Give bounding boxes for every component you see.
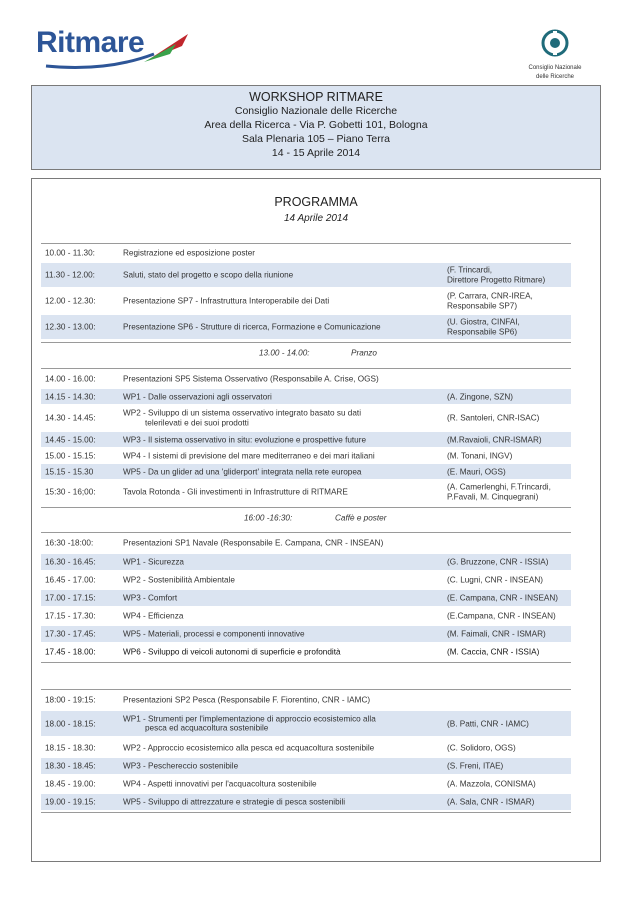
row-time: 18.00 - 18.15: xyxy=(45,719,96,728)
workshop-line-1: Consiglio Nazionale delle Ricerche xyxy=(234,105,398,117)
row-speaker: (E. Campana, CNR - INSEAN) xyxy=(447,593,559,603)
row-time: 15.00 - 15.15: xyxy=(45,451,96,461)
row-desc: WP2 - Approccio ecosistemico alla pesca ed acquacoltura sostenibile xyxy=(123,743,375,753)
table-rule xyxy=(41,532,571,533)
cnr-caption-1: Consiglio Nazionale xyxy=(528,65,582,71)
row-speaker: (M. Caccia, CNR - ISSIA) xyxy=(447,647,540,657)
row-desc: WP1 - Sicurezza xyxy=(123,557,184,567)
row-desc: Tavola Rotonda - Gli investimenti in Infrastrutture di RITMARE xyxy=(123,487,348,497)
row-speaker: (S. Freni, ITAE) xyxy=(447,761,504,771)
workshop-line-3: Sala Plenaria 105 – Piano Terra xyxy=(241,133,391,145)
workshop-line-4: 14 - 15 Aprile 2014 xyxy=(271,147,361,159)
row-speaker: (C. Solidoro, OGS) xyxy=(447,743,516,753)
table-row xyxy=(41,432,571,447)
row-desc: WP3 - Il sistema osservativo in situ: evoluzione e prospettive future xyxy=(123,434,367,444)
table-row xyxy=(41,711,571,736)
row-time: 18.30 - 18.45: xyxy=(45,761,96,771)
table-row xyxy=(41,406,571,430)
row-desc: Presentazioni SP5 Sistema Osservativo (Responsabile A. Crise, OGS) xyxy=(123,374,379,384)
row-speaker: (A. Sala, CNR - ISMAR) xyxy=(447,797,535,807)
table-rule xyxy=(41,662,571,663)
programme-title: PROGRAMMA xyxy=(274,195,358,209)
row-time: 16.45 - 17.00: xyxy=(45,575,96,585)
table-row xyxy=(41,608,571,624)
row-time: 17.15 - 17.30: xyxy=(45,611,96,621)
row-desc: Presentazione SP6 - Strutture di ricerca, Formazione e Comunicazione xyxy=(123,322,381,332)
row-speaker: (U. Giostra, CINFAI, Responsabile SP6) xyxy=(447,317,520,336)
row-desc: WP1 - Dalle osservazioni agli osservatori xyxy=(123,391,272,401)
row-speaker: (F. Trincardi, Direttore Progetto Ritmare) xyxy=(447,265,546,284)
table-row xyxy=(41,535,571,551)
table-row xyxy=(41,449,571,463)
row-desc: WP1 - Strumenti per l'implementazione di approccio ecosistemico alla pesca ed acquacoltura sostenibile xyxy=(123,714,376,733)
row-speaker: (A. Mazzola, CONISMA) xyxy=(447,779,536,789)
row-speaker: (M. Faimali, CNR - ISMAR) xyxy=(447,629,546,639)
row-desc: WP4 - Aspetti innovativi per l'acquacoltura sostenibile xyxy=(123,779,317,789)
cnr-logo xyxy=(520,28,590,88)
table-row xyxy=(41,758,571,774)
row-desc: WP5 - Materiali, processi e componenti innovative xyxy=(123,629,305,639)
row-time: 15.15 - 15.30 xyxy=(45,467,94,476)
lunch-break xyxy=(41,345,571,361)
table-rule xyxy=(41,342,571,343)
row-time: 12.00 - 12.30: xyxy=(45,296,96,306)
row-time: 14.45 - 15.00: xyxy=(45,435,96,444)
table-row xyxy=(41,776,571,792)
table-row xyxy=(41,740,571,756)
row-speaker: (B. Patti, CNR - IAMC) xyxy=(447,718,529,728)
row-desc: WP2 - Sostenibilità Ambientale xyxy=(123,575,235,585)
row-time: 17.45 - 18.00: xyxy=(45,647,96,657)
row-time: 16:30 -18:00: xyxy=(45,538,94,548)
table-row xyxy=(41,371,571,387)
row-desc: Presentazione SP7 - Infrastruttura Interoperabile dei Dati xyxy=(123,296,330,306)
row-desc: WP6 - Sviluppo di veicoli autonomi di superficie e profondità xyxy=(123,647,341,657)
row-time: 19.00 - 19.15: xyxy=(45,797,96,807)
row-time: 14.30 - 14.45: xyxy=(45,413,96,423)
row-speaker: (M. Tonani, INGV) xyxy=(447,451,513,461)
break-time: 16:00 -16:30: xyxy=(244,513,293,523)
row-speaker: (C. Lugni, CNR - INSEAN) xyxy=(447,575,543,585)
row-desc: Saluti, stato del progetto e scopo della riunione xyxy=(123,270,294,280)
workshop-line-2: Area della Ricerca - Via P. Gobetti 101, Bologna xyxy=(204,119,428,131)
table-rule xyxy=(41,812,571,813)
programme-date: 14 Aprile 2014 xyxy=(283,213,349,224)
row-time: 17.00 - 17.15: xyxy=(45,593,96,603)
table-row xyxy=(41,794,571,810)
table-row xyxy=(41,263,571,287)
row-time: 18.45 - 19.00: xyxy=(45,779,96,789)
table-row xyxy=(41,644,571,660)
row-desc: Presentazioni SP1 Navale (Responsabile E. Campana, CNR - INSEAN) xyxy=(123,538,384,548)
coffee-break xyxy=(41,510,571,526)
programme-box xyxy=(31,178,601,862)
row-time: 15:30 - 16;00: xyxy=(45,487,96,497)
table-row xyxy=(41,245,571,261)
row-desc: WP5 - Da un glider ad una 'gliderport' integrata nella rete europea xyxy=(123,466,362,476)
row-desc: Presentazioni SP2 Pesca (Responsabile F. Fiorentino, CNR - IAMC) xyxy=(123,695,371,705)
ritmare-logo xyxy=(36,24,196,72)
row-time: 18.15 - 18.30: xyxy=(45,743,96,753)
table-rule xyxy=(41,368,571,369)
row-speaker: (A. Camerlenghi, F.Trincardi, P.Favali, M. Cinquegrani) xyxy=(447,482,551,501)
row-speaker: (M.Ravaioli, CNR-ISMAR) xyxy=(447,434,542,444)
row-time: 16.30 - 16.45: xyxy=(45,557,96,567)
table-rule xyxy=(41,243,571,244)
row-time: 17.30 - 17.45: xyxy=(45,629,96,639)
break-label: Caffè e poster xyxy=(335,513,387,523)
table-row xyxy=(41,572,571,588)
row-speaker: (G. Bruzzone, CNR - ISSIA) xyxy=(447,557,549,567)
row-speaker: (P. Carrara, CNR-IREA, Responsabile SP7) xyxy=(447,291,533,310)
table-row xyxy=(41,289,571,313)
table-row xyxy=(41,464,571,479)
break-time: 13.00 - 14.00: xyxy=(259,348,310,358)
row-time: 14.15 - 14.30: xyxy=(45,392,96,401)
workshop-header xyxy=(31,85,601,170)
table-row xyxy=(41,480,571,504)
row-desc: WP4 - I sistemi di previsione del mare mediterraneo e dei mari italiani xyxy=(123,451,375,461)
row-time: 12.30 - 13.00: xyxy=(45,322,96,332)
row-desc: WP3 - Comfort xyxy=(123,593,178,603)
row-speaker: (A. Zingone, SZN) xyxy=(447,391,513,401)
row-time: 18:00 - 19:15: xyxy=(45,695,96,705)
table-row xyxy=(41,554,571,570)
table-rule xyxy=(41,689,571,690)
row-time: 14.00 - 16.00: xyxy=(45,374,96,384)
row-desc: Registrazione ed esposizione poster xyxy=(123,248,255,258)
break-label: Pranzo xyxy=(351,348,377,358)
cnr-caption-2: delle Ricerche xyxy=(535,74,575,80)
cnr-emblem-icon xyxy=(540,28,570,58)
table-rule xyxy=(41,507,571,508)
row-desc: WP5 - Sviluppo di attrezzature e strategie di pesca sostenibili xyxy=(123,797,346,807)
row-time: 10.00 - 11.30: xyxy=(45,248,95,258)
workshop-title: WORKSHOP RITMARE xyxy=(249,90,383,104)
row-time: 11.30 - 12.00: xyxy=(45,270,95,280)
row-speaker: (E. Mauri, OGS) xyxy=(447,466,506,476)
table-row xyxy=(41,389,571,404)
row-desc: WP2 - Sviluppo di un sistema osservativo integrato basato su dati telerilevati e dei suoi prodotti xyxy=(123,408,362,427)
table-row xyxy=(41,626,571,642)
row-speaker: (R. Santoleri, CNR-ISAC) xyxy=(447,413,540,423)
ritmare-logo-text: Ritmare xyxy=(36,26,145,59)
table-row xyxy=(41,590,571,606)
row-desc: WP3 - Peschereccio sostenibile xyxy=(123,761,239,771)
table-row xyxy=(41,692,571,708)
table-row xyxy=(41,315,571,339)
row-speaker: (E.Campana, CNR - INSEAN) xyxy=(447,611,556,621)
ritmare-swoosh-icon xyxy=(36,24,196,72)
row-desc: WP4 - Efficienza xyxy=(123,611,184,621)
